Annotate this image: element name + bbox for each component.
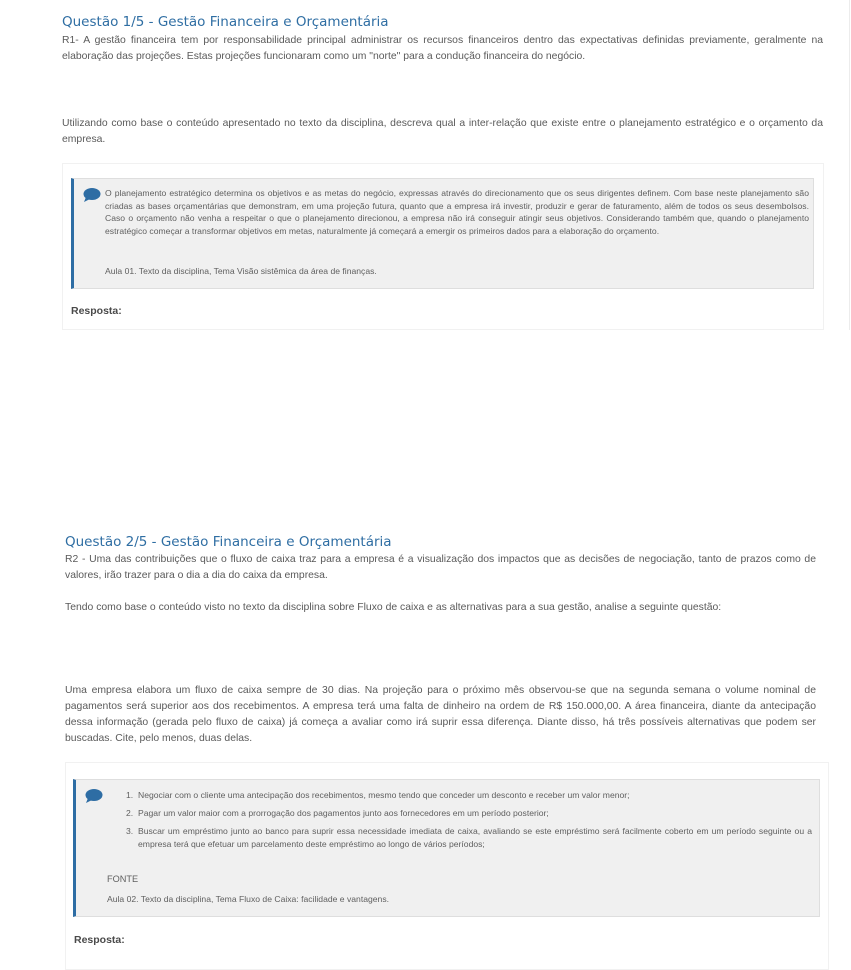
question-2-title: Questão 2/5 - Gestão Financeira e Orçamentária: [65, 534, 392, 550]
question-1-feedback: [71, 178, 814, 289]
question-2-feedback-list: [126, 789, 812, 856]
list-item: 3. Buscar um empréstimo junto ao banco para suprir essa necessidade imediata de caixa, avaliando se este empréstimo será facilmente coberto em um período seguinte ou a empresa terá que efetuar um parcelamento deste empréstimo ao longo de vários períodos;: [126, 826, 812, 849]
question-1-title: Questão 1/5 - Gestão Financeira e Orçamentária: [62, 14, 389, 30]
question-2-answer-label: Resposta:: [74, 934, 125, 946]
question-1-prompt: Utilizando como base o conteúdo apresentado no texto da disciplina, descreva qual a inter-relação que existe entre o planejamento estratégico e o orçamento da empresa.: [62, 118, 823, 145]
question-1-intro: R1- A gestão financeira tem por responsabilidade principal administrar os recursos financeiros dentro das expectativas definidas previamente, geralmente na elaboração das projeções. Estas projeções funcionaram como um "norte" para a condução financeira do negócio.: [62, 35, 823, 62]
question-2-intro: R2 - Uma das contribuições que o fluxo de caixa traz para a empresa é a visualização dos impactos que as decisões de negociação, tanto de prazos como de valores, irão trazer para o dia a dia do caixa da empresa.: [65, 554, 816, 581]
question-1-answer-label: Resposta:: [71, 305, 122, 317]
question-2-prompt: Tendo como base o conteúdo visto no texto da disciplina sobre Fluxo de caixa e as alternativas para a sua gestão, analise a seguinte questão:: [65, 602, 722, 613]
question-2-feedback-source: Aula 02. Texto da disciplina, Tema Fluxo de Caixa: facilidade e vantagens.: [107, 894, 390, 904]
question-1-feedback-text: O planejamento estratégico determina os objetivos e as metas do negócio, expressas através do direcionamento que os seus dirigentes definem. Com base neste planejamento são criadas as bases orçamentárias que demonstram, em uma projeção futura, quanto que a empresa irá investir, produzir e gerar de faturamento, além de todos os seus desembolsos. Caso o orçamento não venha a respeitar o que o planejamento direcionou, a empresa não irá conseguir atingir seus objetivos. Considerando também que, quando o planejamento estratégico começar a transformar objetivos em metas, naturalmente já começará a emergir os primeiros dados para a elaboração do orçamento.: [105, 188, 809, 236]
question-2-source-heading: FONTE: [107, 874, 139, 884]
comment-icon: [84, 788, 104, 804]
comment-icon: [82, 187, 102, 203]
list-item: 1. Negociar com o cliente uma antecipação dos recebimentos, mesmo tendo que conceder um desconto e receber um valor menor;: [126, 790, 630, 800]
question-1-feedback-source: Aula 01. Texto da disciplina, Tema Visão sistêmica da área de finanças.: [105, 266, 377, 276]
question-2-case: Uma empresa elabora um fluxo de caixa sempre de 30 dias. Na projeção para o próximo mês observou-se que na segunda semana o volume nominal de pagamentos será superior aos dos recebimentos. A empresa terá uma falta de dinheiro na ordem de R$ 150.000,00. A área financeira, diante da antecipação dessa informação (gerada pelo fluxo de caixa) já começa a avaliar como irá suprir essa diferença. Diante disso, há três possíveis alternativas que podem ser buscadas. Cite, pelo menos, duas delas.: [65, 685, 816, 744]
page-divider: [849, 0, 850, 330]
question-2-feedback: [73, 779, 820, 917]
list-item: 2. Pagar um valor maior com a prorrogação dos pagamentos junto aos fornecedores em um período posterior;: [126, 808, 549, 818]
